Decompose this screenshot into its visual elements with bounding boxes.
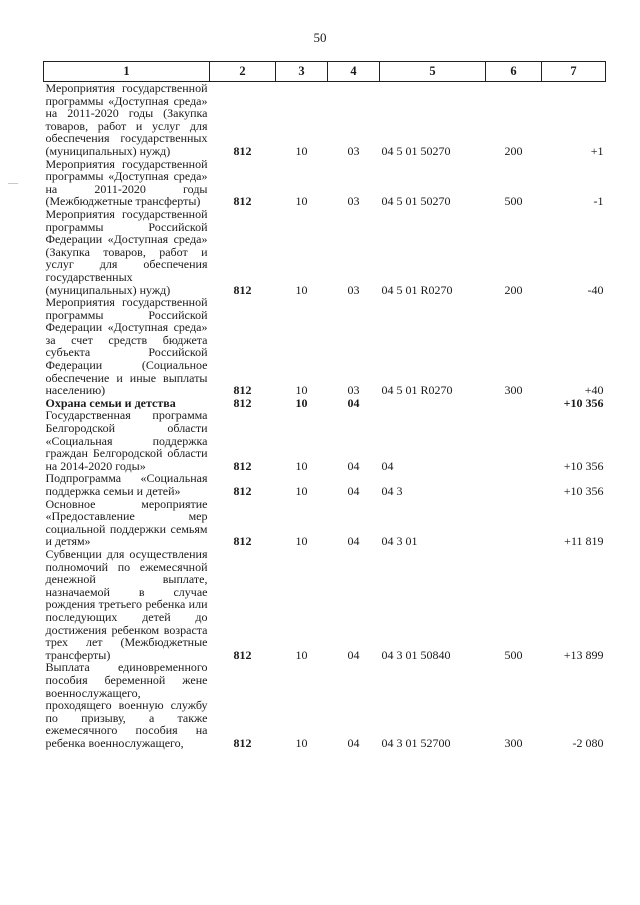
- row-target-article: 04 3 01 52700: [381, 735, 451, 750]
- row-section-code: 10: [295, 458, 308, 473]
- row-target-article: 04 5 01 50270: [381, 143, 451, 158]
- row-expense-type: 300: [504, 383, 523, 398]
- row-ministry-code: 812: [233, 282, 252, 297]
- column-header: 7: [542, 62, 606, 82]
- table-row: [44, 661, 606, 749]
- row-amount-change: -2 080: [572, 735, 604, 750]
- row-section-code: 10: [295, 647, 308, 662]
- row-section-code: 10: [295, 735, 308, 750]
- row-subsection-code: 04: [347, 534, 360, 549]
- row-target-article: 04 5 01 R0270: [381, 383, 453, 398]
- row-subsection-code: 03: [347, 194, 360, 209]
- row-amount-change: +11 819: [564, 534, 604, 549]
- row-subsection-code: 03: [347, 282, 360, 297]
- row-section-code: 10: [295, 282, 308, 297]
- column-header: 4: [328, 62, 380, 82]
- row-subsection-code: 03: [347, 383, 360, 398]
- row-ministry-code: 812: [233, 534, 252, 549]
- row-expense-type: [486, 409, 542, 472]
- table-row: [44, 296, 606, 397]
- row-section-code: 10: [295, 383, 308, 398]
- row-ministry-code: 812: [233, 194, 252, 209]
- row-subsection-code: 04: [347, 395, 360, 410]
- column-header: 6: [486, 62, 542, 82]
- row-description: Охрана семьи и детства: [45, 395, 176, 410]
- row-amount-change: +1: [590, 143, 604, 158]
- table-row: [44, 409, 606, 472]
- table-header-row: [44, 62, 606, 82]
- row-description: Мероприятия государственной программы «Доступная среда» на 2011-2020 годы (Закупка товаров, работ и услуг для обеспечения государственных (муниципальных) нужд): [45, 81, 208, 158]
- row-amount-change: +10 356: [563, 484, 604, 498]
- column-header: 5: [380, 62, 486, 82]
- row-section-code: 10: [295, 143, 308, 158]
- table-row: [44, 548, 606, 661]
- row-section-code: 10: [295, 484, 308, 498]
- row-section-code: 10: [295, 534, 308, 549]
- row-expense-type: 200: [504, 282, 523, 297]
- row-subsection-code: 04: [347, 647, 360, 662]
- row-amount-change: -40: [587, 282, 604, 297]
- row-ministry-code: 812: [233, 143, 252, 158]
- row-target-article: 04 3 01: [381, 534, 418, 549]
- row-ministry-code: 812: [233, 647, 252, 662]
- row-subsection-code: 03: [347, 143, 360, 158]
- row-description: Мероприятия государственной программы «Доступная среда» на 2011-2020 годы (Межбюджетные трансферты): [45, 156, 208, 209]
- page-number: 50: [313, 30, 327, 45]
- row-subsection-code: 04: [347, 735, 360, 750]
- row-target-article: 04 3: [381, 484, 403, 498]
- scan-mark: —: [8, 178, 18, 189]
- budget-table: [43, 61, 606, 749]
- row-ministry-code: 812: [233, 458, 252, 473]
- row-ministry-code: 812: [233, 395, 252, 410]
- column-header: 2: [210, 62, 276, 82]
- row-subsection-code: 04: [347, 458, 360, 473]
- row-amount-change: +40: [584, 383, 604, 398]
- row-expense-type: [486, 498, 542, 548]
- row-ministry-code: 812: [233, 383, 252, 398]
- table-row: [44, 498, 606, 548]
- row-section-code: 10: [295, 395, 308, 410]
- row-description: Выплата единовременного пособия беременной жене военнослужащего, проходящего военную службу по призыву, а также ежемесячного пособия на ребенка военнослужащего,: [45, 660, 208, 750]
- table-row: [44, 472, 606, 497]
- column-header: 3: [276, 62, 328, 82]
- column-header: 1: [44, 62, 210, 82]
- row-description: Мероприятия государственной программы Российской Федерации «Доступная среда» (Закупка товаров, работ и услуг для обеспечения государственных (муниципальных) нужд): [45, 206, 208, 297]
- row-ministry-code: 812: [233, 735, 252, 750]
- row-amount-change: +13 899: [563, 647, 604, 662]
- row-expense-type: 300: [504, 735, 523, 750]
- row-expense-type: 500: [504, 194, 523, 209]
- row-amount-change: +10 356: [563, 395, 604, 410]
- row-target-article: 04 3 01 50840: [381, 647, 451, 662]
- row-target-article: 04 5 01 R0270: [381, 282, 453, 297]
- row-target-article: 04: [381, 458, 394, 473]
- row-section-code: 10: [295, 194, 308, 209]
- row-description: Подпрограмма «Социальная поддержка семьи и детей»: [45, 471, 208, 498]
- row-target-article: [380, 397, 486, 410]
- row-subsection-code: 04: [347, 484, 360, 498]
- row-expense-type: [486, 472, 542, 497]
- table-row: [44, 158, 606, 208]
- row-amount-change: -1: [593, 194, 604, 209]
- row-description: Субвенции для осуществления полномочий по ежемесячной денежной выплате, назначаемой в случае рождения третьего ребенка или последующих детей до достижения ребенком возраста трех лет (Межбюджетные трансферты): [45, 546, 208, 662]
- row-target-article: 04 5 01 50270: [381, 194, 451, 209]
- row-expense-type: 500: [504, 647, 523, 662]
- row-ministry-code: 812: [233, 484, 252, 498]
- row-expense-type: [486, 397, 542, 410]
- row-description: Государственная программа Белгородской области «Социальная поддержка граждан Белгородской области на 2014-2020 годы»: [45, 408, 208, 473]
- row-description: Основное мероприятие «Предоставление мер социальной поддержки семьям и детям»: [45, 496, 208, 549]
- row-amount-change: +10 356: [563, 458, 604, 473]
- row-expense-type: 200: [504, 143, 523, 158]
- table-row: [44, 208, 606, 296]
- row-description: Мероприятия государственной программы Российской Федерации «Доступная среда» за счет средств бюджета субъекта Российской Федерации (Социальное обеспечение и иные выплаты населению): [45, 295, 208, 398]
- table-row: [44, 82, 606, 158]
